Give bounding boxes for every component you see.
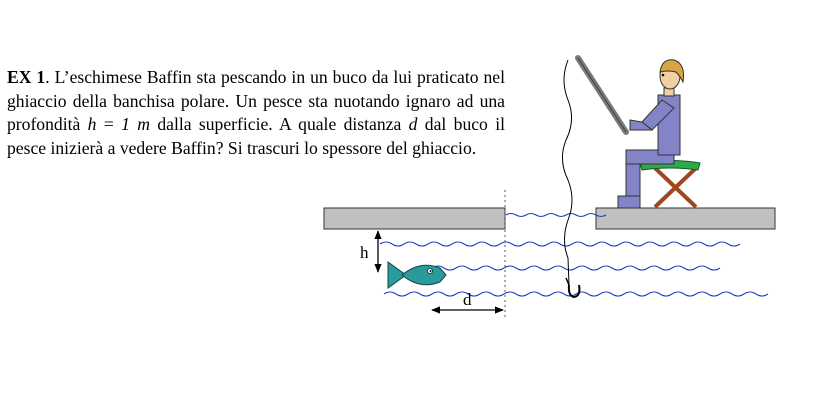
- fishing-line: [562, 60, 572, 285]
- problem-text-end: dal buco il pesce inizierà a vedere Baffin? Si trascuri lo spessore del ghiaccio.: [7, 114, 505, 158]
- h-label: h: [360, 243, 369, 262]
- wave-line-1: [380, 242, 740, 246]
- exercise-number: EX 1: [7, 67, 46, 87]
- variable-h: h: [87, 114, 97, 134]
- equals-sign: =: [96, 114, 122, 134]
- wave-line-hole: [506, 214, 606, 217]
- wave-line-2: [432, 266, 720, 270]
- ice-sheet-left: [324, 208, 505, 229]
- problem-text-middle: dalla superficie. A quale distanza: [149, 114, 409, 134]
- depth-value: 1 m: [121, 114, 150, 134]
- variable-d: d: [408, 114, 418, 134]
- ice-sheet-right: [596, 208, 775, 229]
- d-label: d: [463, 290, 472, 309]
- problem-text-intro: . L’eschimese Baffin sta pescando in un buco da lui praticato nel ghiaccio della banchisa polare. Un pesce sta nuotando ignaro ad una profondità: [7, 67, 505, 134]
- stool: [640, 161, 700, 208]
